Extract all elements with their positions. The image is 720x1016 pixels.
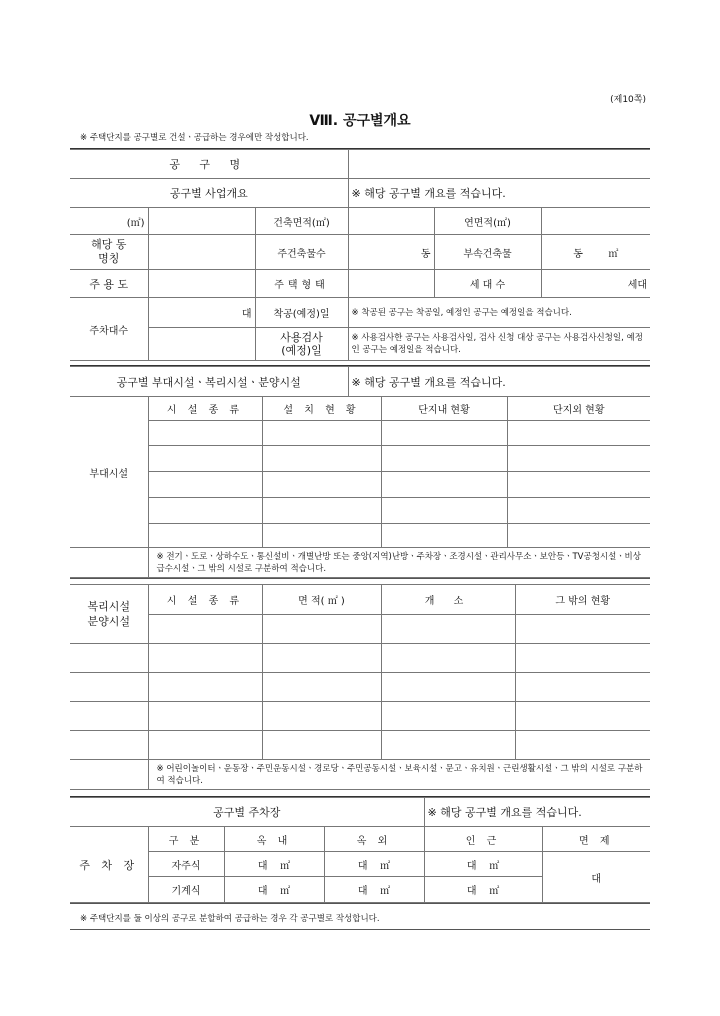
housing-type-value[interactable] — [348, 270, 434, 298]
main-buildings-label: 주건축물수 — [255, 235, 348, 270]
aux-col-outside: 단지외 현황 — [507, 397, 650, 421]
table-cell[interactable] — [515, 615, 650, 644]
facility-header-label: 공구별 부대시설ㆍ복리시설ㆍ분양시설 — [70, 367, 348, 397]
parking-count-label: 주차대수 — [70, 298, 148, 361]
gonggu-name-value[interactable] — [348, 150, 650, 179]
parking-exempt-unit[interactable]: 대 — [542, 852, 650, 903]
parking-col-nearby: 인 근 — [424, 827, 542, 852]
table-cell[interactable] — [262, 498, 381, 524]
inspection-date-label: 사용검사 (예정)일 — [255, 328, 348, 361]
gonggu-name-label: 공 구 명 — [70, 150, 348, 179]
building-name-label: 해당 동 명칭 — [70, 235, 148, 270]
building-area-label: 건축면적(㎡) — [255, 208, 348, 235]
table-cell[interactable] — [515, 731, 650, 760]
table-cell[interactable] — [507, 446, 650, 472]
table-cell[interactable] — [70, 644, 148, 673]
aux-col-install: 설 치 현 황 — [262, 397, 381, 421]
overview-label: 공구별 사업개요 — [70, 179, 348, 208]
page-number: (제10쪽) — [610, 95, 646, 105]
facility-header-note: ※ 해당 공구별 개요를 적습니다. — [348, 367, 650, 397]
parking-header-label: 공구별 주차장 — [70, 798, 424, 827]
table-cell[interactable] — [262, 524, 381, 548]
table-cell[interactable] — [148, 644, 262, 673]
table-cell[interactable] — [381, 731, 515, 760]
table-cell[interactable] — [262, 731, 381, 760]
table-cell[interactable] — [381, 644, 515, 673]
section2-header-table — [70, 366, 650, 397]
table-cell[interactable] — [381, 446, 507, 472]
table-cell[interactable] — [148, 702, 262, 731]
annex-unit: 동 ㎡ — [541, 235, 650, 270]
welfare-col-area: 면 적( ㎡ ) — [262, 585, 381, 615]
top-note: ※ 주택단지를 공구별로 건설ㆍ공급하는 경우에만 작성합니다. — [80, 133, 309, 143]
parking-label: 주 차 장 — [70, 827, 148, 903]
table-cell[interactable] — [381, 702, 515, 731]
overview-note: ※ 해당 공구별 개요를 적습니다. — [348, 179, 650, 208]
table-cell[interactable] — [507, 421, 650, 446]
area-value[interactable] — [148, 208, 255, 235]
table-cell[interactable] — [148, 446, 262, 472]
parking-header-note: ※ 해당 공구별 개요를 적습니다. — [424, 798, 650, 827]
table-cell[interactable] — [381, 421, 507, 446]
parking-col-outdoor: 옥 외 — [324, 827, 424, 852]
table-cell[interactable] — [262, 472, 381, 498]
parking-count-extra[interactable] — [148, 328, 255, 361]
parking-col-type: 구 분 — [148, 827, 224, 852]
welfare-facility-table — [70, 584, 650, 790]
parking-table — [70, 797, 650, 903]
use-label: 주 용 도 — [70, 270, 148, 298]
table-cell[interactable] — [148, 673, 262, 702]
table-cell[interactable] — [70, 702, 148, 731]
parking-count-unit: 대 — [148, 298, 255, 328]
use-value[interactable] — [148, 270, 255, 298]
table-cell[interactable] — [148, 615, 262, 644]
household-unit: 세대 — [541, 270, 650, 298]
aux-col-type: 시 설 종 류 — [148, 397, 262, 421]
table-cell[interactable] — [381, 524, 507, 548]
parking-mech-indoor[interactable]: 대 ㎡ — [224, 877, 324, 903]
table-cell[interactable] — [148, 472, 262, 498]
welfare-col-other: 그 밖의 현황 — [515, 585, 650, 615]
table-cell[interactable] — [70, 673, 148, 702]
main-buildings-unit: 동 — [348, 235, 434, 270]
parking-col-indoor: 옥 내 — [224, 827, 324, 852]
aux-facility-note: ※ 전기ㆍ도로ㆍ상하수도ㆍ통신설비ㆍ개별난방 또는 중앙(지역)난방ㆍ주차장ㆍ조경시설ㆍ관리사무소ㆍ보안등ㆍTV공청시설ㆍ비상급수시설ㆍ그 밖의 시설로 구분하여 적습니다. — [148, 548, 650, 578]
table-cell[interactable] — [148, 731, 262, 760]
household-label: 세 대 수 — [434, 270, 541, 298]
aux-col-inside: 단지내 현황 — [381, 397, 507, 421]
table-cell[interactable] — [262, 615, 381, 644]
welfare-col-count: 개 소 — [381, 585, 515, 615]
table-cell[interactable] — [507, 498, 650, 524]
building-area-value[interactable] — [348, 208, 434, 235]
table-cell[interactable] — [262, 644, 381, 673]
table-cell[interactable] — [148, 421, 262, 446]
table-cell[interactable] — [507, 472, 650, 498]
table-cell[interactable] — [381, 673, 515, 702]
area-unit: (㎡) — [70, 208, 148, 235]
total-floor-area-value[interactable] — [541, 208, 650, 235]
table-cell[interactable] — [507, 524, 650, 548]
parking-col-exempt: 면 제 — [542, 827, 650, 852]
welfare-col-type: 시 설 종 류 — [148, 585, 262, 615]
parking-row-mech-label: 기계식 — [148, 877, 224, 903]
table-cell[interactable] — [381, 472, 507, 498]
table-cell[interactable] — [515, 644, 650, 673]
table-cell[interactable] — [515, 702, 650, 731]
parking-row-self-label: 자주식 — [148, 852, 224, 877]
table-cell[interactable] — [148, 498, 262, 524]
parking-mech-outdoor[interactable]: 대 ㎡ — [324, 877, 424, 903]
aux-facility-table — [70, 396, 650, 578]
table-cell[interactable] — [148, 524, 262, 548]
parking-self-nearby[interactable]: 대 ㎡ — [424, 852, 542, 877]
table-cell[interactable] — [381, 615, 515, 644]
page-title: Ⅷ. 공구별개요 — [309, 113, 411, 129]
aux-facility-label: 부대시설 — [70, 397, 148, 548]
table-cell[interactable] — [262, 673, 381, 702]
welfare-facility-label: 복리시설 분양시설 — [70, 585, 148, 644]
total-floor-area-label: 연면적(㎡) — [434, 208, 541, 235]
start-date-note: ※ 착공된 공구는 착공일, 예정인 공구는 예정일을 적습니다. — [348, 298, 650, 328]
inspection-date-note: ※ 사용검사한 공구는 사용검사일, 검사 신청 대상 공구는 사용검사신청일, 예정인 공구는 예정일을 적습니다. — [348, 328, 650, 361]
table-cell[interactable] — [515, 673, 650, 702]
bottom-note: ※ 주택단지를 둘 이상의 공구로 분할하여 공급하는 경우 각 공구별로 작성합니다. — [80, 914, 380, 924]
housing-type-label: 주택형태 — [255, 270, 348, 298]
table-cell[interactable] — [381, 498, 507, 524]
table-cell[interactable] — [262, 421, 381, 446]
parking-mech-nearby[interactable]: 대 ㎡ — [424, 877, 542, 903]
section1-table — [70, 149, 650, 361]
table-cell[interactable] — [262, 702, 381, 731]
annex-label: 부속건축물 — [434, 235, 541, 270]
table-cell[interactable] — [70, 731, 148, 760]
parking-self-outdoor[interactable]: 대 ㎡ — [324, 852, 424, 877]
welfare-facility-note: ※ 어린이놀이터ㆍ운동장ㆍ주민운동시설ㆍ경로당ㆍ주민공동시설ㆍ보육시설ㆍ문고ㆍ유치원ㆍ근린생활시설ㆍ그 밖의 시설로 구분하여 적습니다. — [148, 760, 650, 790]
start-date-label: 착공(예정)일 — [255, 298, 348, 328]
building-name-value[interactable] — [148, 235, 255, 270]
parking-self-indoor[interactable]: 대 ㎡ — [224, 852, 324, 877]
table-cell[interactable] — [262, 446, 381, 472]
